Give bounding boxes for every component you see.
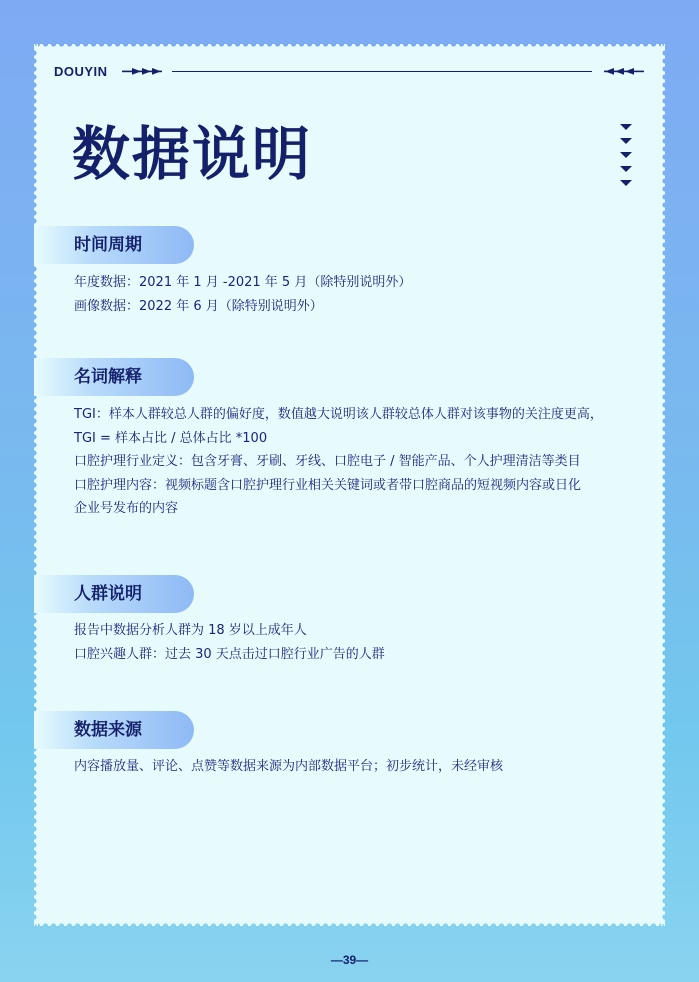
page-number: —39— <box>330 953 369 967</box>
section-body-data-source <box>74 755 644 779</box>
text-line: 口腔护理行业定义：包含牙膏、牙刷、牙线、口腔电子 / 智能产品、个人护理清洁等类目 <box>74 454 581 469</box>
text-line: 口腔护理内容：视频标题含口腔护理行业相关关键词或者带口腔商品的短视频内容或日化 <box>74 477 582 493</box>
section-heading-audience: 人群说明 <box>34 575 194 613</box>
text-line: 报告中数据分析人群为 18 岁以上成年人 <box>74 623 307 638</box>
text-line: TGI：样本人群较总人群的偏好度，数值越大说明该人群较总体人群对该事物的关注度更高， <box>74 407 603 422</box>
header-divider <box>172 71 592 72</box>
header-brand: DOUYIN <box>54 64 108 79</box>
arrows-left-icon <box>604 68 644 75</box>
triangle-stack-icon <box>620 124 632 186</box>
text-line: 口腔兴趣人群：过去 30 天点击过口腔行业广告的人群 <box>74 646 385 662</box>
text-line: 画像数据：2022 年 6 月（除特别说明外） <box>74 298 323 314</box>
page-title: 数据说明 <box>72 120 313 188</box>
section-heading-time-period: 时间周期 <box>34 226 194 264</box>
section-body-glossary <box>74 403 644 521</box>
section-heading-data-source: 数据来源 <box>34 711 194 749</box>
text-line: 企业号发布的内容 <box>74 501 179 516</box>
section-body-time-period <box>74 271 644 318</box>
section-body-audience <box>74 619 644 666</box>
section-heading-glossary: 名词解释 <box>34 358 194 396</box>
arrows-right-icon <box>122 68 162 75</box>
text-line: 内容播放量、评论、点赞等数据来源为内部数据平台；初步统计，未经审核 <box>74 759 504 774</box>
text-line: TGI = 样本占比 / 总体占比 *100 <box>74 430 268 446</box>
text-line: 年度数据：2021 年 1 月 -2021 年 5 月（除特别说明外） <box>74 275 412 290</box>
